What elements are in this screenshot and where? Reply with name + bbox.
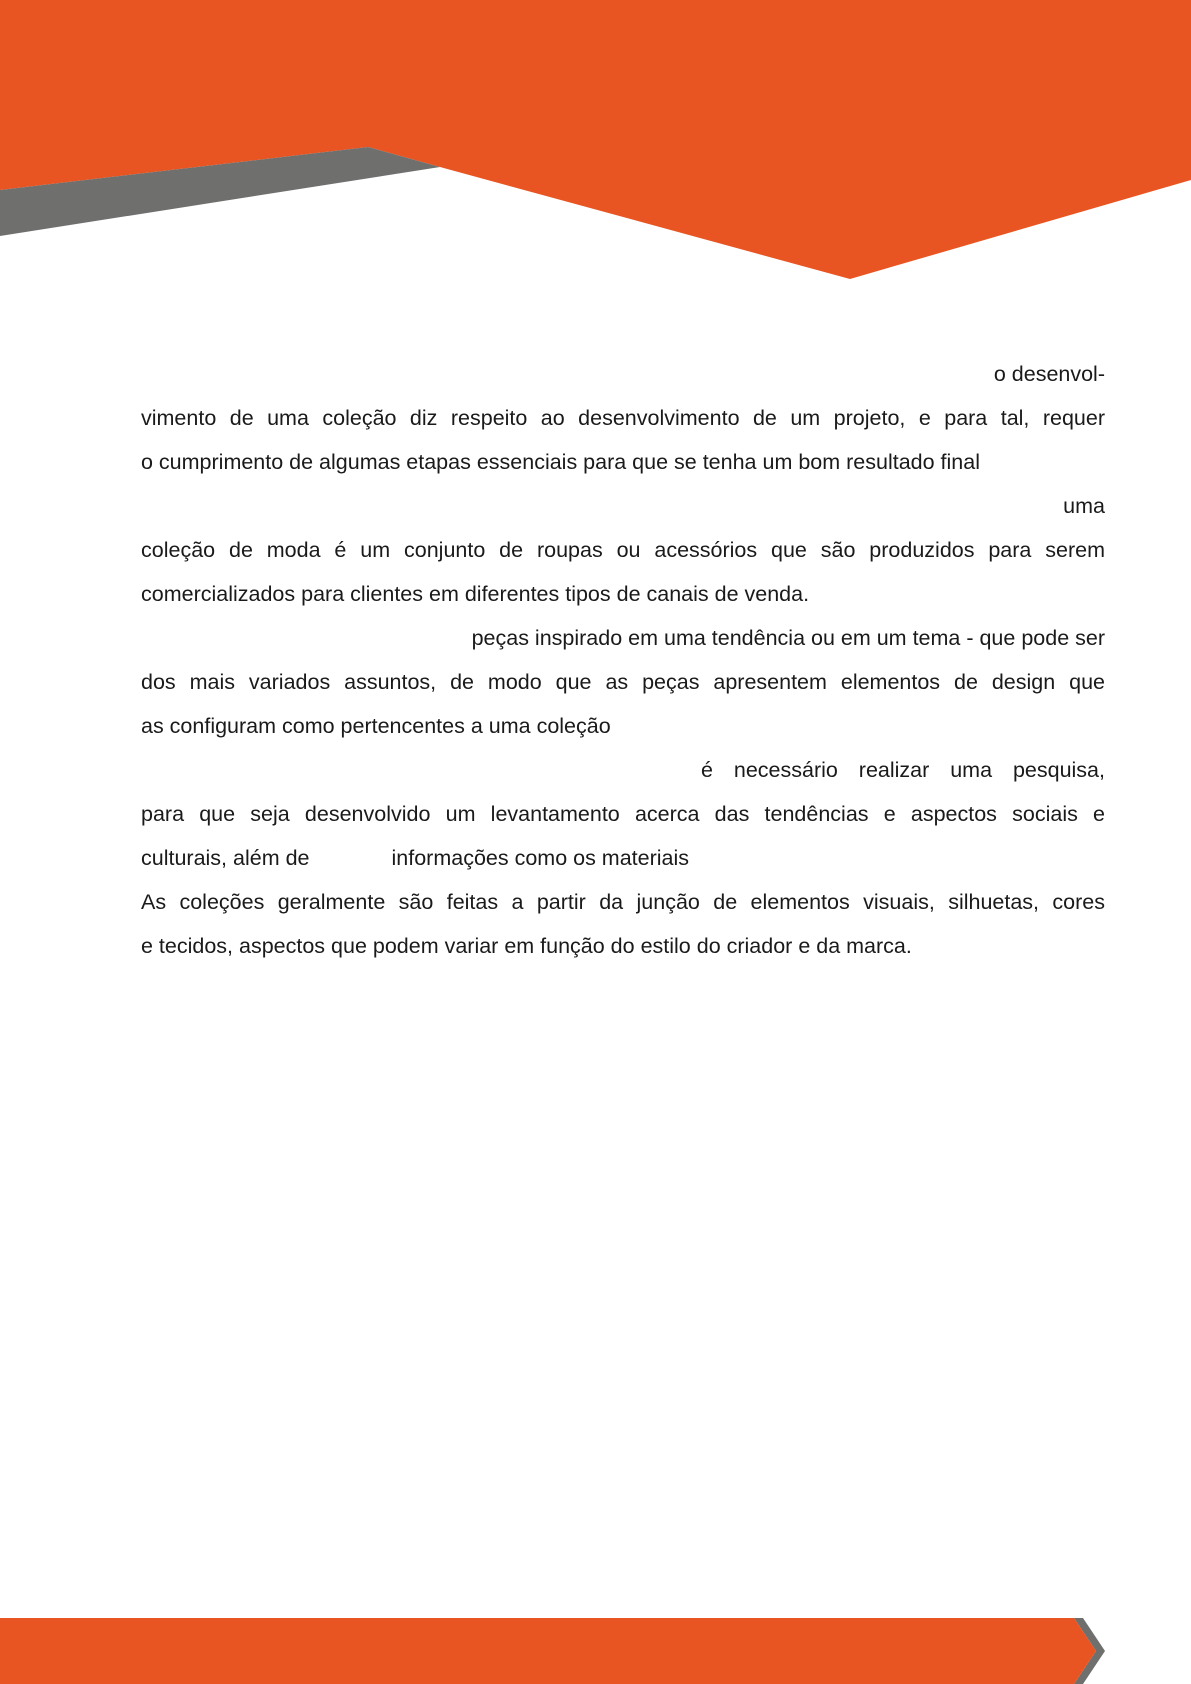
- text-line-14: e tecidos, aspectos que podem variar em função do estilo do criador e da marca.: [141, 934, 912, 958]
- text-line-8: dos mais variados assuntos, de modo que as peças apresentem elementos de design que: [141, 670, 1105, 694]
- footer-orange-bar: [0, 1618, 1096, 1684]
- text-line-3: o cumprimento de algumas etapas essenciais para que se tenha um bom resultado final: [141, 450, 980, 474]
- text-line-10: [141, 748, 1105, 792]
- footer-banner: [0, 1610, 1191, 1684]
- text-line-9: as configuram como pertencentes a uma coleção: [141, 714, 611, 738]
- text-line-12: [141, 836, 1105, 880]
- text-line-2: vimento de uma coleção diz respeito ao desenvolvimento de um projeto, e para tal, requer: [141, 406, 1105, 430]
- text-line-13: As coleções geralmente são feitas a partir da junção de elementos visuais, silhuetas, cores: [141, 890, 1105, 914]
- text-line-12-part-a: culturais, além de: [141, 846, 310, 870]
- text-line-7: peças inspirado em uma tendência ou em um tema - que pode ser: [471, 626, 1105, 650]
- text-line-12-part-b: informações como os materiais: [391, 846, 690, 870]
- body-text: [141, 352, 1105, 968]
- text-line-6: comercializados para clientes em diferentes tipos de canais de venda.: [141, 582, 810, 606]
- text-line-1: o desenvol-: [993, 362, 1105, 386]
- text-line-4: uma: [1063, 494, 1105, 518]
- header-banner: [0, 0, 1191, 300]
- header-orange-shape: [0, 0, 1191, 279]
- text-line-10-content: é necessário realizar uma pesquisa,: [701, 758, 1105, 782]
- text-line-5: coleção de moda é um conjunto de roupas ou acessórios que são produzidos para serem: [141, 538, 1105, 562]
- text-line-11: para que seja desenvolvido um levantamento acerca das tendências e aspectos sociais e: [141, 802, 1105, 826]
